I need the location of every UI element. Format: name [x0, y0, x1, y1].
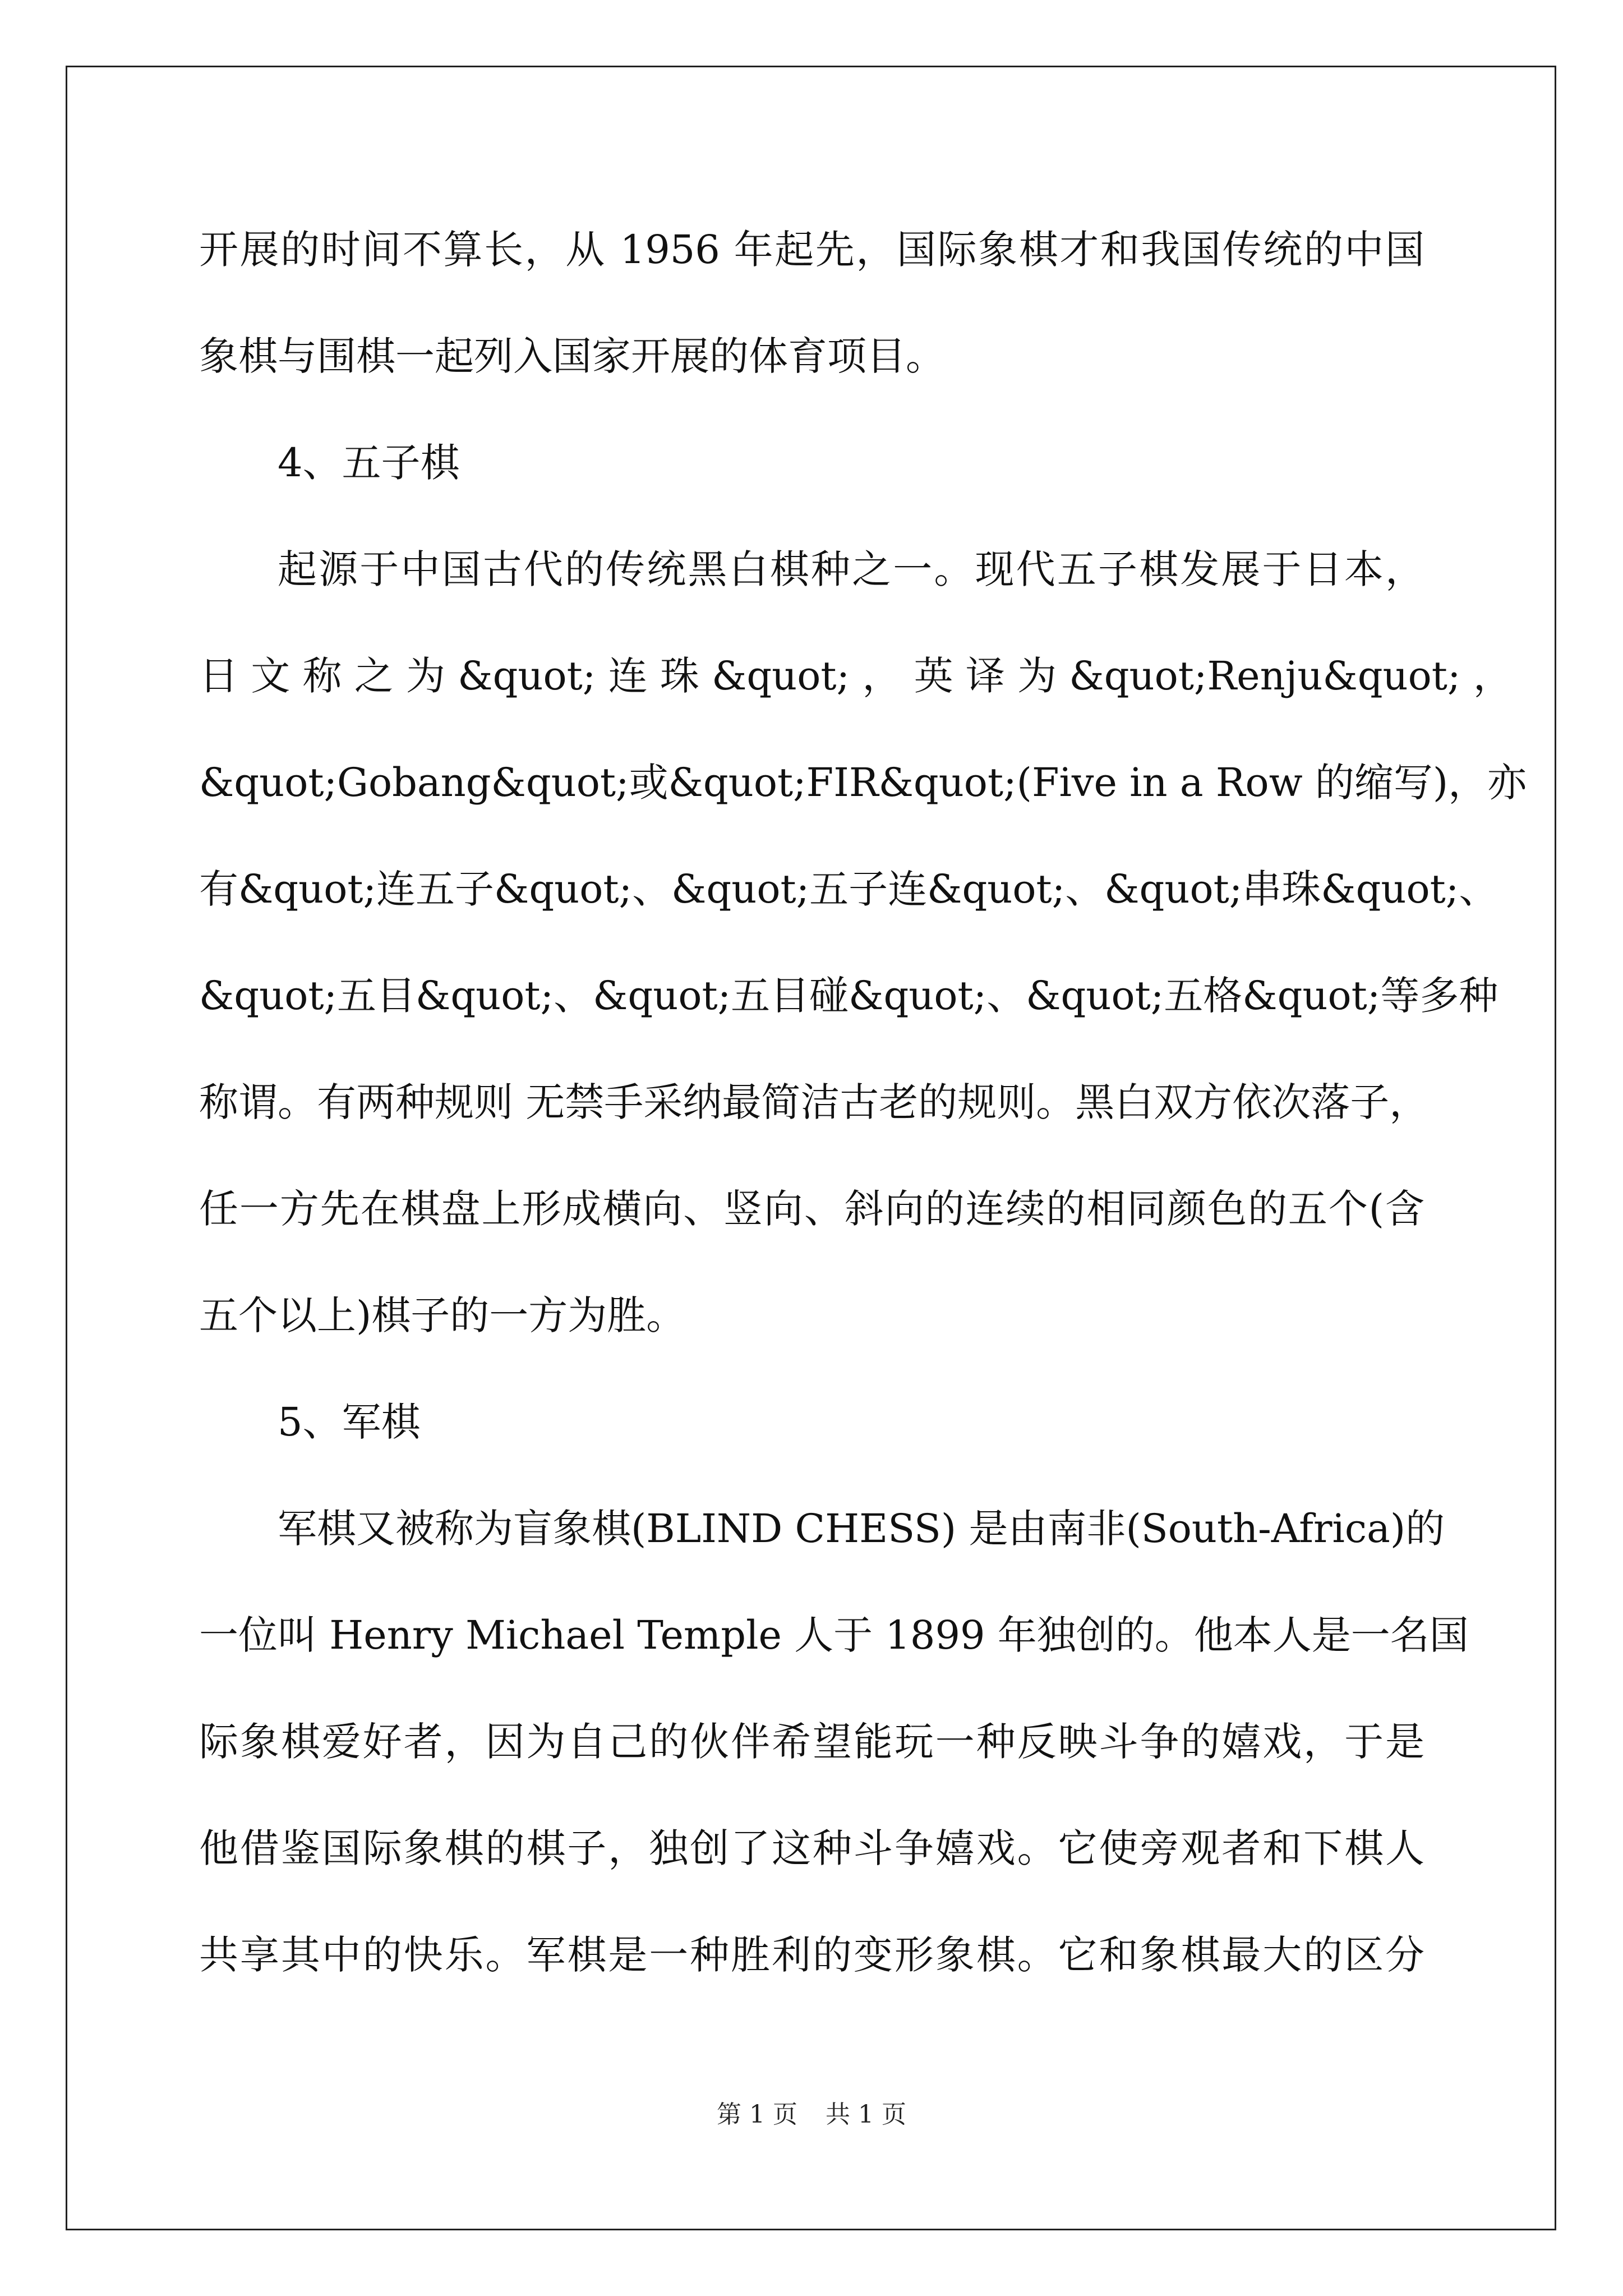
page-total: 共 1 页 [826, 2100, 906, 2129]
text-line: 称谓。有两种规则 无禁手采纳最简洁古老的规则。黑白双方依次落子， [199, 1079, 1429, 1125]
text-line: 他借鉴国际象棋的棋子，独创了这种斗争嬉戏。它使旁观者和下棋人 [199, 1825, 1424, 1871]
text-line: 开展的时间不算长，从 1956 年起先，国际象棋才和我国传统的中国 [199, 227, 1424, 273]
text-line: 象棋与围棋一起列入国家开展的体育项目。 [199, 333, 945, 379]
text-line: 一位叫 Henry Michael Temple 人于 1899 年独创的。他本人是一名国 [199, 1612, 1469, 1658]
text-line: 际象棋爱好者，因为自己的伙伴希望能玩一种反映斗争的嬉戏，于是 [199, 1719, 1424, 1765]
text-line: 任一方先在棋盘上形成横向、竖向、斜向的连续的相同颜色的五个(含 [199, 1186, 1424, 1232]
text-line: 共享其中的快乐。军棋是一种胜利的变形象棋。它和象棋最大的区分 [199, 1932, 1424, 1978]
page-number: 第 1 页 [717, 2100, 797, 2129]
text-line: &quot;Gobang&quot;或&quot;FIR&quot;(Five in a Row 的缩写)，亦 [199, 760, 1527, 806]
text-line: 五个以上)棋子的一方为胜。 [199, 1292, 686, 1338]
text-line: &quot;五目&quot;、&quot;五目碰&quot;、&quot;五格&quot;等多种 [199, 973, 1498, 1019]
page-footer [0, 2098, 1623, 2132]
text-line: 日 文 称 之 为 &quot; 连 珠 &quot; ， 英 译 为 &quot;Renju&quot; ， [199, 653, 1513, 699]
text-line: 军棋又被称为盲象棋(BLIND CHESS) 是由南非(South-Africa)的 [278, 1506, 1445, 1552]
text-line: 有&quot;连五子&quot;、&quot;五子连&quot;、&quot;串珠&quot;、 [199, 866, 1498, 912]
text-line: 4、五子棋 [278, 440, 460, 486]
text-line: 5、军棋 [278, 1399, 421, 1445]
document-body [199, 216, 1527, 2028]
text-line: 起源于中国古代的传统黑白棋种之一。现代五子棋发展于日本， [278, 546, 1424, 592]
